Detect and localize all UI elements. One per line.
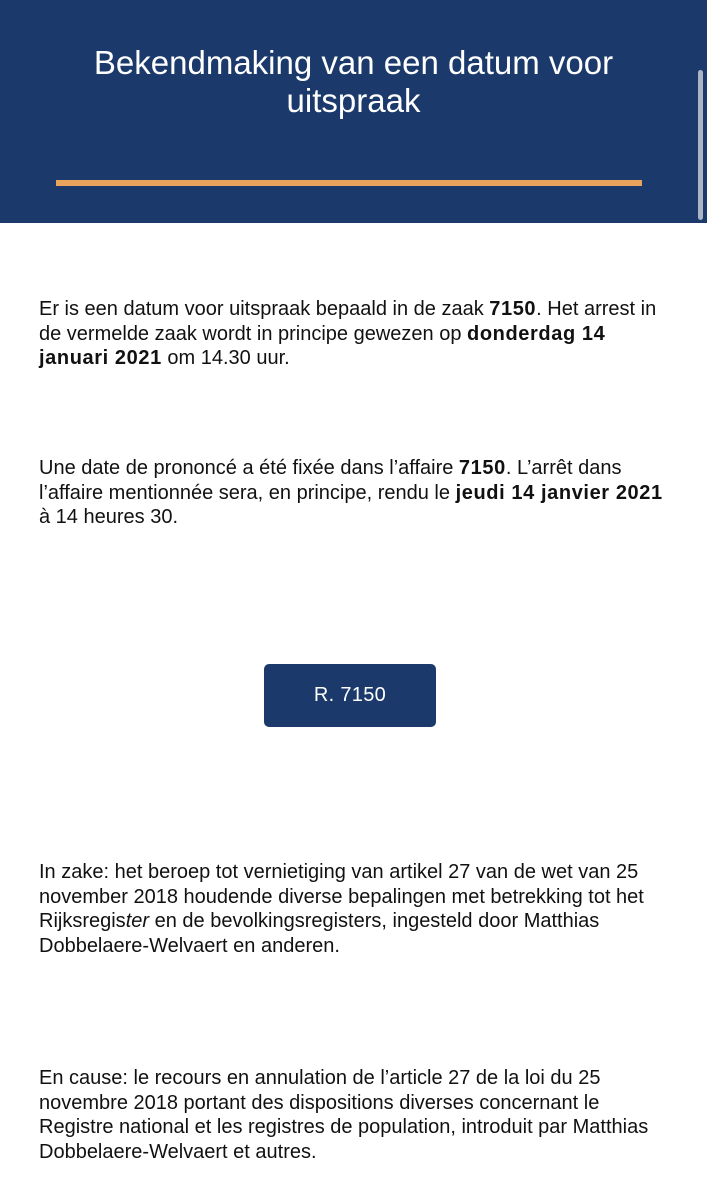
announcement-dutch-text-2: . Het arrest in de vermelde zaak wordt in principe gewezen op bbox=[39, 298, 657, 345]
judgment-date-fr: jeudi 14 janvier 2021 bbox=[455, 481, 663, 504]
judgment-date-nl: donderdag 14 januari 2021 bbox=[39, 322, 606, 369]
page-title: Bekendmaking van een datum voor uitspraak bbox=[93, 44, 614, 119]
case-description-dutch-text-1: In zake: het beroep tot vernietiging van artikel 27 van de wet van 25 november 2018 houdende diverse bepalingen met betrekking tot het Rijksregis bbox=[39, 861, 644, 932]
case-number-fr: 7150 bbox=[458, 457, 506, 479]
case-description-dutch-text-2: en de bevolkingsregisters, ingesteld door Matthias Dobbelaere-Welvaert en anderen. bbox=[39, 910, 600, 957]
announcement-french-text-3: à 14 heures 30. bbox=[39, 506, 178, 528]
announcement-french-text-2: . L’arrêt dans l’affaire mentionnée sera, en principe, rendu le bbox=[39, 457, 622, 504]
announcement-french-text-1: Une date de prononcé a été fixée dans l’affaire bbox=[39, 457, 459, 479]
announcement-french bbox=[39, 456, 679, 530]
case-reference-button[interactable]: R. 7150 bbox=[264, 664, 436, 727]
announcement-dutch-text-3: om 14.30 uur. bbox=[161, 347, 290, 369]
case-description-french: En cause: le recours en annulation de l’article 27 de la loi du 25 novembre 2018 portant des dispositions diverses concernant le Registre national et les registres de population, introduit par Matthias Dobbelaere-Welvaert et autres. bbox=[39, 1067, 649, 1163]
announcement-dutch-text-1: Er is een datum voor uitspraak bepaald in de zaak bbox=[39, 298, 490, 320]
scrollbar[interactable] bbox=[698, 70, 703, 220]
announcement-dutch bbox=[39, 297, 679, 371]
case-description-dutch-italic: ter bbox=[125, 910, 150, 932]
case-description-dutch bbox=[39, 860, 679, 958]
case-number-nl: 7150 bbox=[489, 298, 537, 320]
header-accent-rule bbox=[56, 180, 642, 186]
page-header bbox=[0, 0, 707, 223]
